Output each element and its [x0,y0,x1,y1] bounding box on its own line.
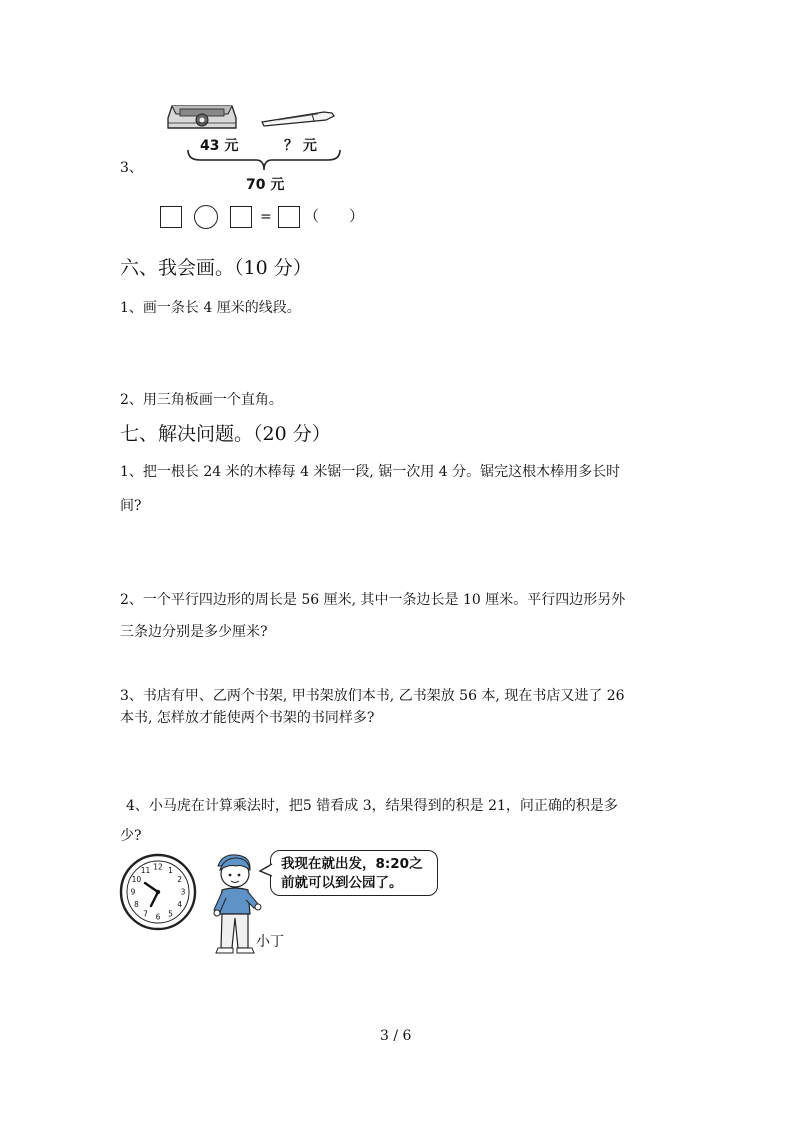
speech-bubble [270,850,438,896]
section-6-item-1: 1、画一条长 4 厘米的线段。 [120,300,301,316]
item2-price: ？ 元 [284,138,317,154]
clock-numeral: 1 [168,865,173,875]
clock-numeral: 12 [153,862,163,872]
clock-numeral: 5 [168,909,173,919]
problem-1-line-1: 1、把一根长 24 米的木棒每 4 米锯一段, 锯一次用 4 分。锯完这根木棒用多长时 [120,464,621,480]
question-3-number: 3、 [120,160,143,176]
character-name: 小丁 [256,934,284,950]
speech-line-2: 前就可以到公园了。 [281,875,403,891]
operator-circle[interactable] [194,205,218,229]
speech-line-1: 我现在就出发，8:20之 [281,856,423,872]
problem-2-line-1: 2、一个平行四边形的周长是 56 厘米, 其中一条边长是 10 厘米。平行四边形另外 [120,592,626,608]
section-6-item-2: 2、用三角板画一个直角。 [120,392,283,408]
answer-box-3[interactable] [278,206,300,228]
book-illustration [166,102,238,134]
total-price: 70 元 [246,177,285,193]
problem-1-line-2: 间? [120,498,142,514]
clock-numeral: 4 [177,900,183,910]
problem-4-line-2: 少? [120,828,142,844]
item1-price: 43 元 [200,138,239,154]
answer-box-1[interactable] [160,206,182,228]
clock-numeral: 6 [155,912,161,922]
clock-numeral: 7 [143,909,148,919]
speech-bubble-tail [258,862,274,880]
clock-numeral: 10 [131,875,142,885]
pen-illustration [258,108,338,128]
problem-3-line-2: 本书, 怎样放才能使两个书架的书同样多? [120,710,375,726]
page-number: 3 / 6 [380,1028,412,1044]
clock-numeral: 2 [177,875,183,885]
clock-numeral: 9 [130,887,136,897]
clock-numeral: 3 [180,887,186,897]
problem-3-line-1: 3、书店有甲、乙两个书架, 甲书架放们本书, 乙书架放 56 本, 现在书店又进了 26 [120,688,625,704]
problem-2-line-2: 三条边分别是多少厘米? [120,624,268,640]
problem-4-line-1: 4、小马虎在计算乘法时，把5 错看成 3，结果得到的积是 21，问正确的积是多 [126,798,618,814]
clock-numeral: 11 [140,865,151,875]
equals-sign: = [260,209,272,225]
section-7-title: 七、解决问题。（20 分） [120,423,331,445]
unit-paren[interactable]: （ ） [304,207,365,225]
clock-numeral: 8 [133,900,139,910]
answer-box-2[interactable] [230,206,252,228]
total-brace [186,148,342,172]
clock-icon [118,850,198,934]
section-6-title: 六、我会画。（10 分） [120,257,312,279]
